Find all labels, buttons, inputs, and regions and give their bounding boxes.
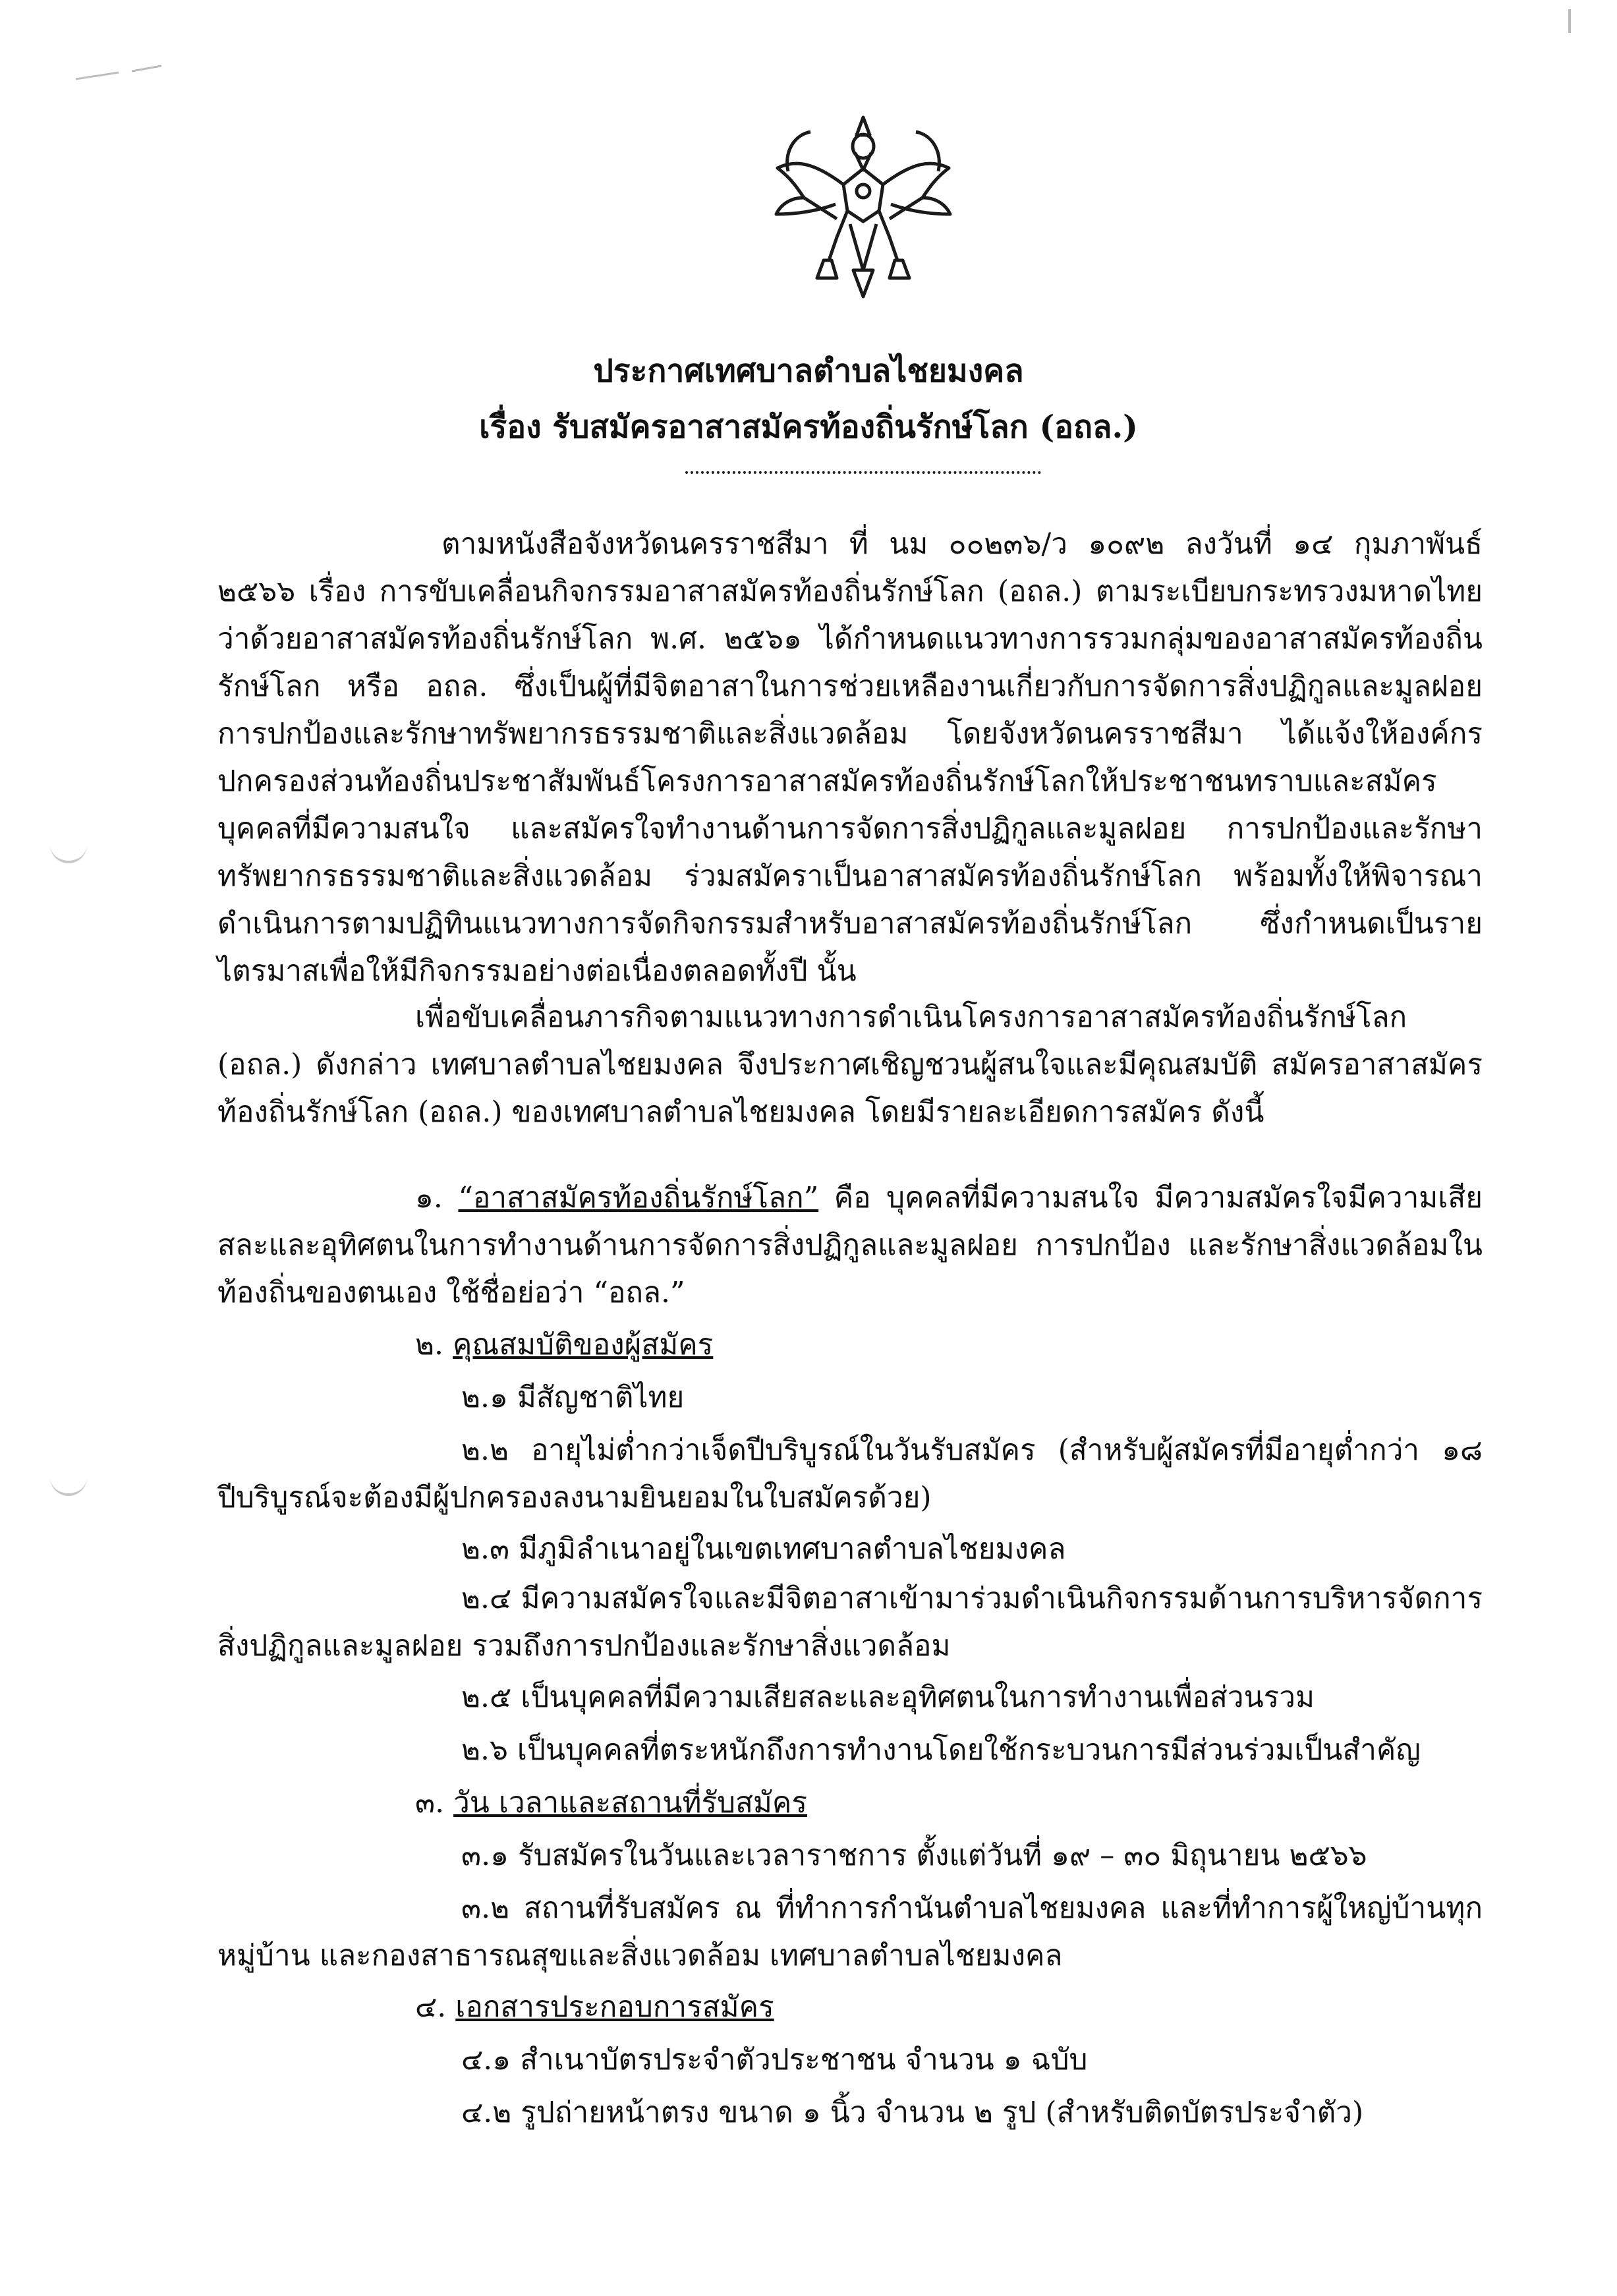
intro-paragraph-1 [217, 521, 1483, 995]
punch-hole-mark [50, 824, 87, 863]
section-4-heading [415, 1984, 774, 2031]
intro-paragraph-1-text: ตามหนังสือจังหวัดนครราชสีมา ที่ นม ๐๐๒๓๖/ว ๑๐๙๒ ลงวันที่ ๑๔ กุมภาพันธ์ ๒๕๖๖ เรื่อง การขับเคลื่อนกิจกรรมอาสาสมัครท้องถิ่นรักษ์โลก (อถล.) ตามระเบียบกระทรวงมหาดไทย ว่าด้วยอาสาสมัครท้องถิ่นรักษ์โลก พ.ศ. ๒๕๖๑ ได้กำหนดแนวทางการรวมกลุ่มของอาสาสมัครท้องถิ่นรักษ์โลก หรือ อถล. ซึ่งเป็นผู้ที่มีจิตอาสาในการช่วยเหลืองานเกี่ยวกับการจัดการสิ่งปฏิกูลและมูลฝอย การปกป้องและรักษาทรัพยากรธรรมชาติและสิ่งแวดล้อม โดยจังหวัดนครราชสีมา ได้แจ้งให้องค์กรปกครองส่วนท้องถิ่นประชาสัมพันธ์โครงการอาสาสมัครท้องถิ่นรักษ์โลกให้ประชาชนทราบและสมัครบุคคลที่มีความสนใจ และสมัครใจทำงานด้านการจัดการสิ่งปฏิกูลและมูลฝอย การปกป้องและรักษาทรัพยากรธรรมชาติและสิ่งแวดล้อม ร่วมสมัคราเป็นอาสาสมัครท้องถิ่นรักษ์โลก พร้อมทั้งให้พิจารณาดำเนินการตามปฏิทินแนวทางการจัดกิจกรรมสำหรับอาสาสมัครท้องถิ่นรักษ์โลก ซึ่งกำหนดเป็นรายไตรมาสเพื่อให้มีกิจกรรมอย่างต่อเนื่องตลอดทั้งปี นั้น [217, 527, 1483, 988]
document-item: ๔.๒ รูปถ่ายหน้าตรง ขนาด ๑ นิ้ว จำนวน ๒ รูป (สำหรับติดบัตรประจำตัว) [461, 2096, 1364, 2129]
garuda-emblem-icon [758, 105, 969, 316]
qualification-item [217, 1427, 1483, 1522]
intro-paragraph-2 [217, 994, 1483, 1136]
qualification-item: ๒.๕ เป็นบุคคลที่มีความเสียสละและอุทิศตนในการทำงานเพื่อส่วนรวม [461, 1680, 1315, 1714]
qualification-item [217, 1575, 1483, 1670]
section-4-number: ๔. [415, 1990, 447, 2024]
qualification-item-text: ๒.๔ มีความสมัครใจและมีจิตอาสาเข้ามาร่วมดำเนินกิจกรรมด้านการบริหารจัดการสิ่งปฏิกูลและมูลฝอย รวมถึงการปกป้องและรักษาสิ่งแวดล้อม [217, 1582, 1483, 1663]
section-1-term: “อาสาสมัครท้องถิ่นรักษ์โลก” [458, 1181, 819, 1215]
announcement-subject: เรื่อง รับสมัครอาสาสมัครท้องถิ่นรักษ์โลก (อถล.) [479, 409, 1138, 445]
scan-scratch [72, 59, 165, 86]
application-detail-text: ๓.๒ สถานที่รับสมัคร ณ ที่ทำการกำนันตำบลไชยมงคล และที่ทำการผู้ใหญ่บ้านทุกหมู่บ้าน และกองสาธารณสุขและสิ่งแวดล้อม เทศบาลตำบลไชยมงคล [217, 1891, 1483, 1972]
section-3-title: วัน เวลาและสถานที่รับสมัคร [453, 1786, 807, 1820]
section-4-title: เอกสารประกอบการสมัคร [455, 1990, 774, 2024]
application-detail-item [217, 1885, 1483, 1980]
section-2-title: คุณสมบัติของผู้สมัคร [453, 1328, 714, 1362]
document-item: ๔.๑ สำเนาบัตรประจำตัวประชาชน จำนวน ๑ ฉบับ [461, 2043, 1088, 2077]
application-detail-item: ๓.๑ รับสมัครในวันและเวลาราชการ ตั้งแต่วันที่ ๑๙ – ๓๐ มิถุนายน ๒๕๖๖ [461, 1839, 1367, 1872]
intro-paragraph-2-text: เพื่อขับเคลื่อนภารกิจตามแนวทางการดำเนินโครงการอาสาสมัครท้องถิ่นรักษ์โลก (อถล.) ดังกล่าว เทศบาลตำบลไชยมงคล จึงประกาศเชิญชวนผู้สนใจและมีคุณสมบัติ สมัครอาสาสมัครท้องถิ่นรักษ์โลก (อถล.) ของเทศบาลตำบลไชยมงคล โดยมีรายละเอียดการสมัคร ดังนี้ [217, 1000, 1483, 1129]
section-1-text: คือ บุคคลที่มีความสนใจ มีความสมัครใจมีความเสียสละและอุทิศตนในการทำงานด้านการจัดการสิ่งปฏิกูลและมูลฝอย การปกป้อง และรักษาสิ่งแวดล้อมในท้องถิ่นของตนเอง ใช้ชื่อย่อว่า “อถล.” [217, 1181, 1483, 1309]
announcement-title: ประกาศเทศบาลตำบลไชยมงคล [593, 353, 1024, 389]
scan-mark [1568, 9, 1571, 33]
section-1 [217, 1174, 1483, 1317]
dotted-divider [685, 471, 1041, 474]
qualification-item: ๒.๑ มีสัญชาติไทย [461, 1381, 685, 1414]
section-1-number: ๑. [415, 1181, 443, 1215]
section-2-number: ๒. [415, 1328, 443, 1362]
section-3-number: ๓. [415, 1786, 445, 1820]
qualification-item: ๒.๖ เป็นบุคคลที่ตระหนักถึงการทำงานโดยใช้กระบวนการมีส่วนร่วมเป็นสำคัญ [461, 1733, 1421, 1767]
section-2-heading [415, 1321, 713, 1369]
qualification-item: ๒.๓ มีภูมิลำเนาอยู่ในเขตเทศบาลตำบลไชยมงคล [461, 1532, 1066, 1566]
punch-hole-mark [50, 1456, 87, 1496]
section-3-heading [415, 1779, 807, 1827]
qualification-item-text: ๒.๒ อายุไม่ต่ำกว่าเจ็ดปีบริบูรณ์ในวันรับสมัคร (สำหรับผู้สมัครที่มีอายุต่ำกว่า ๑๘ ปีบริบูรณ์จะต้องมีผู้ปกครองลงนามยินยอมในใบสมัครด้วย) [217, 1433, 1483, 1514]
